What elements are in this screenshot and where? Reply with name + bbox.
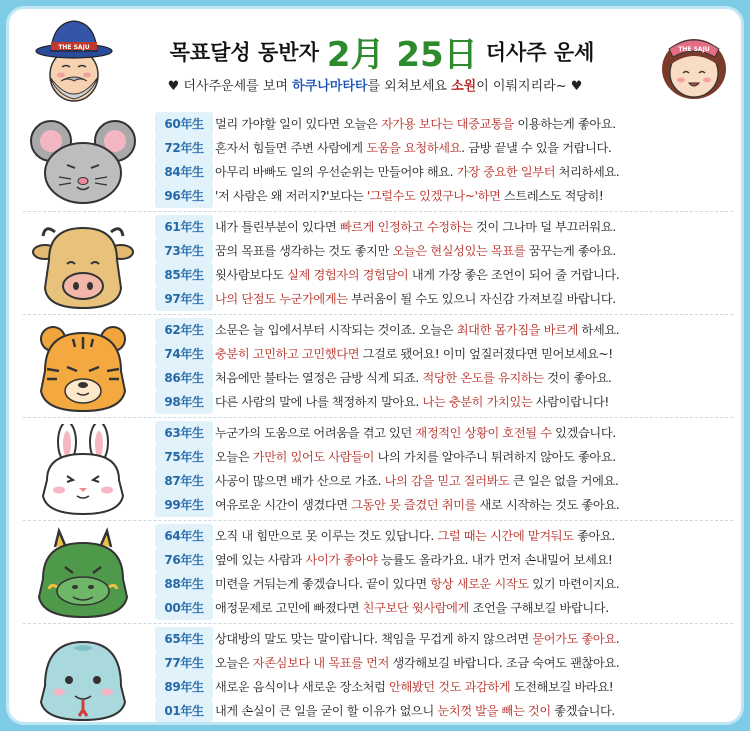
header — [9, 9, 741, 109]
fortune-text: 옆에 있는 사람과 — [215, 553, 306, 567]
snake-icon — [29, 630, 137, 722]
fortune-line — [155, 239, 733, 263]
fortune-text: 능률도 올라가요. 내가 먼저 손내밀어 보세요! — [377, 553, 613, 567]
fortune-text: 멀리 가야할 일이 있다면 오늘은 — [215, 117, 382, 131]
fortune-text: 나의 가치를 알아주니 튀려하지 않아도 좋아요. — [374, 450, 616, 464]
fortune-text: 새로운 음식이나 새로운 장소처럼 — [215, 680, 390, 694]
fortune-text: 도전해보길 바라요! — [510, 680, 614, 694]
fortune-text: 스트레스도 적당히! — [500, 189, 604, 203]
subtitle-mid: 를 외쳐보세요 — [367, 79, 452, 94]
fortune-text: '저 사람은 왜 저러지?'보다는 — [215, 189, 367, 203]
fortune-highlight: 나는 충분히 가치있는 — [422, 395, 533, 409]
subtitle-pre: ♥ 더사주운세를 보며 — [167, 79, 293, 94]
subtitle — [9, 75, 741, 94]
hat-logo-text: THE SAJU — [58, 44, 90, 51]
birth-year-badge: 00年生 — [155, 596, 213, 620]
fortune-text: 미련을 거둬는게 좋겠습니다. 끝이 있다면 — [215, 577, 431, 591]
fortune-highlight: 그동안 못 즐겼던 취미를 — [351, 498, 477, 512]
fortune-line — [155, 184, 733, 208]
birth-year-badge: 97年生 — [155, 287, 213, 311]
fortune-text: 사공이 많으면 배가 산으로 가죠. — [215, 474, 385, 488]
title-part1: 목표달성 동반자 — [169, 40, 319, 65]
fortune-text: 내게 손실이 큰 일을 굳이 할 이유가 없으니 — [215, 704, 438, 718]
fortune-text: 있기 마련이지요. — [528, 577, 620, 591]
rabbit-icon — [29, 424, 137, 516]
fortune-text: . — [615, 632, 620, 646]
birth-year-badge: 72年生 — [155, 136, 213, 160]
fortune-highlight: 친구보단 윗사람에게 — [362, 601, 469, 615]
birth-year-badge: 74年生 — [155, 342, 213, 366]
fortune-highlight: 나의 감을 믿고 질러봐도 — [384, 474, 510, 488]
birth-year-badge: 98年生 — [155, 390, 213, 414]
fortune-highlight: 최대한 몸가짐을 바르게 — [456, 323, 578, 337]
fortune-line — [155, 651, 733, 675]
fortune-highlight: '그럴수도 있겠구나~'하면 — [366, 189, 501, 203]
birth-year-badge: 84年生 — [155, 160, 213, 184]
fortune-line — [155, 548, 733, 572]
fortune-highlight: 가장 중요한 일부터 — [456, 165, 556, 179]
fortune-text: 오늘은 — [215, 450, 253, 464]
fortune-text: 생각해보길 바랍니다. 조금 숙여도 괜찮아요. — [389, 656, 620, 670]
fortune-line — [155, 627, 733, 651]
ox-icon — [29, 218, 137, 310]
birth-year-badge: 89年生 — [155, 675, 213, 699]
fortune-highlight: 묻어가도 좋아요 — [532, 632, 616, 646]
fortune-text: 윗사람보다도 — [215, 268, 288, 282]
fortune-text: 사람이랍니다! — [532, 395, 609, 409]
fortune-highlight: 자존심보다 내 목표를 먼저 — [252, 656, 390, 670]
fortune-text: 내게 가장 좋은 조언이 되어 줄 거랍니다. — [408, 268, 620, 282]
fortune-text: 처리하세요. — [555, 165, 620, 179]
subtitle-post: 이 이뤄지리라~ ♥ — [476, 79, 583, 94]
tiger-icon — [29, 321, 137, 413]
fortune-text: 내가 틀린부분이 있다면 — [215, 220, 340, 234]
zodiac-section-tiger — [23, 315, 733, 418]
fortune-text: 처음에만 불타는 열정은 금방 식게 되죠. — [215, 371, 423, 385]
fortune-line — [155, 287, 733, 311]
fortune-text: 혼자서 힘들면 주변 사람에게 — [215, 141, 367, 155]
dragon-icon — [29, 527, 137, 619]
fortune-lines — [155, 627, 733, 723]
birth-year-badge: 61年生 — [155, 215, 213, 239]
rat-icon — [29, 115, 137, 207]
fortune-text: 좋아요. — [573, 529, 615, 543]
fortune-text: 상대방의 말도 맞는 말이랍니다. 책임을 무겁게 하지 않으려면 — [215, 632, 533, 646]
fortune-text: 부러움이 될 수도 있으니 자신감 가져보길 바랍니다. — [347, 292, 616, 306]
birth-year-badge: 86年生 — [155, 366, 213, 390]
birth-year-badge: 62年生 — [155, 318, 213, 342]
fortune-line — [155, 112, 733, 136]
birth-year-badge: 64年生 — [155, 524, 213, 548]
zodiac-sections — [23, 109, 733, 725]
fortune-text: 소문은 늘 입에서부터 시작되는 것이죠. 오늘은 — [215, 323, 457, 337]
fortune-highlight: 빠르게 인정하고 수정하는 — [339, 220, 473, 234]
fortune-lines — [155, 318, 733, 414]
fortune-line — [155, 699, 733, 723]
birth-year-badge: 76年生 — [155, 548, 213, 572]
birth-year-badge: 75年生 — [155, 445, 213, 469]
fortune-text: 있겠습니다. — [551, 426, 616, 440]
birth-year-badge: 73年生 — [155, 239, 213, 263]
fortune-highlight: 재정적인 상황이 호전될 수 — [415, 426, 552, 440]
fortune-highlight: 충분히 고민하고 고민했다면 — [215, 347, 360, 361]
fortune-lines — [155, 524, 733, 620]
fortune-highlight: 자가용 보다는 대중교통을 — [381, 117, 514, 131]
birth-year-badge: 01年生 — [155, 699, 213, 723]
birth-year-badge: 63年生 — [155, 421, 213, 445]
birth-year-badge: 99年生 — [155, 493, 213, 517]
fortune-text: 것이 좋아요. — [543, 371, 612, 385]
fortune-line — [155, 136, 733, 160]
fortune-text: 새로 시작하는 것도 좋아요. — [476, 498, 620, 512]
zodiac-section-dragon — [23, 521, 733, 624]
fortune-text: 좋겠습니다. — [550, 704, 615, 718]
fortune-highlight: 안해봤던 것도 과감하게 — [389, 680, 511, 694]
fortune-text: 누군가의 도움으로 어려움을 겪고 있던 — [215, 426, 416, 440]
zodiac-section-snake — [23, 624, 733, 725]
fortune-highlight: 눈치껏 발을 빼는 것이 — [437, 704, 551, 718]
subtitle-wish: 소원 — [451, 79, 477, 94]
fortune-line — [155, 390, 733, 414]
birth-year-badge: 65年生 — [155, 627, 213, 651]
fortune-highlight: 항상 새로운 시작도 — [430, 577, 529, 591]
fortune-line — [155, 421, 733, 445]
fortune-text: 아무리 바빠도 일의 우선순위는 만들어야 해요. — [215, 165, 457, 179]
fortune-text: 조언을 구해보길 바랍니다. — [469, 601, 609, 615]
fortune-highlight: 실제 경험자의 경험담이 — [287, 268, 409, 282]
fortune-highlight: 적당한 온도를 유지하는 — [422, 371, 544, 385]
fortune-line — [155, 469, 733, 493]
fortune-line — [155, 366, 733, 390]
fortune-lines — [155, 215, 733, 311]
fortune-highlight: 사이가 좋아야 — [305, 553, 378, 567]
fortune-text: 다른 사람의 말에 나를 책정하지 말아요. — [215, 395, 423, 409]
fortune-text: 오직 내 힘만으로 못 이루는 것도 있답니다. — [215, 529, 438, 543]
birth-year-badge: 87年生 — [155, 469, 213, 493]
fortune-text: 오늘은 — [215, 656, 253, 670]
fortune-line — [155, 215, 733, 239]
birth-year-badge: 96年生 — [155, 184, 213, 208]
fortune-line — [155, 493, 733, 517]
zodiac-section-rat — [23, 109, 733, 212]
fortune-line — [155, 524, 733, 548]
fortune-line — [155, 263, 733, 287]
fortune-text: 꿈의 목표를 생각하는 것도 좋지만 — [215, 244, 393, 258]
fortune-card — [6, 6, 744, 725]
page-title — [117, 27, 647, 76]
fortune-text: 것이 그나마 덜 부끄러워요. — [472, 220, 616, 234]
fortune-line — [155, 160, 733, 184]
fortune-highlight: 그럴 때는 시간에 맡겨둬도 — [437, 529, 574, 543]
zodiac-section-rabbit — [23, 418, 733, 521]
fortune-text: 큰 일은 없을 거에요. — [509, 474, 619, 488]
subtitle-chant: 하쿠나마타타 — [292, 79, 368, 94]
title-part2: 더사주 운세 — [485, 40, 595, 65]
fortune-line — [155, 675, 733, 699]
fortune-text: 그걸로 됐어요! 이미 엎질러졌다면 믿어보세요~! — [359, 347, 613, 361]
birth-year-badge: 60年生 — [155, 112, 213, 136]
fortune-line — [155, 572, 733, 596]
birth-year-badge: 88年生 — [155, 572, 213, 596]
birth-year-badge: 85年生 — [155, 263, 213, 287]
fortune-line — [155, 342, 733, 366]
fortune-highlight: 나의 단점도 누군가에게는 — [215, 292, 348, 306]
crown-logo-text: THE SAJU — [678, 46, 710, 53]
fortune-highlight: 오늘은 현실성있는 목표를 — [392, 244, 526, 258]
title-date: 2月 25日 — [326, 35, 478, 75]
fortune-highlight: 도움을 요청하세요 — [366, 141, 462, 155]
fortune-line — [155, 445, 733, 469]
fortune-text: 꿈꾸는게 좋아요. — [525, 244, 616, 258]
fortune-lines — [155, 112, 733, 208]
fortune-text: 하세요. — [578, 323, 620, 337]
fortune-text: . 금방 끝낼 수 있을 거랍니다. — [461, 141, 612, 155]
fortune-line — [155, 318, 733, 342]
fortune-text: 애정문제로 고민에 빠졌다면 — [215, 601, 363, 615]
fortune-text: 여유로운 시간이 생겼다면 — [215, 498, 352, 512]
zodiac-section-ox — [23, 212, 733, 315]
fortune-text: 이용하는게 좋아요. — [513, 117, 616, 131]
fortune-lines — [155, 421, 733, 517]
fortune-highlight: 가만히 있어도 사람들이 — [252, 450, 375, 464]
birth-year-badge: 77年生 — [155, 651, 213, 675]
fortune-line — [155, 596, 733, 620]
